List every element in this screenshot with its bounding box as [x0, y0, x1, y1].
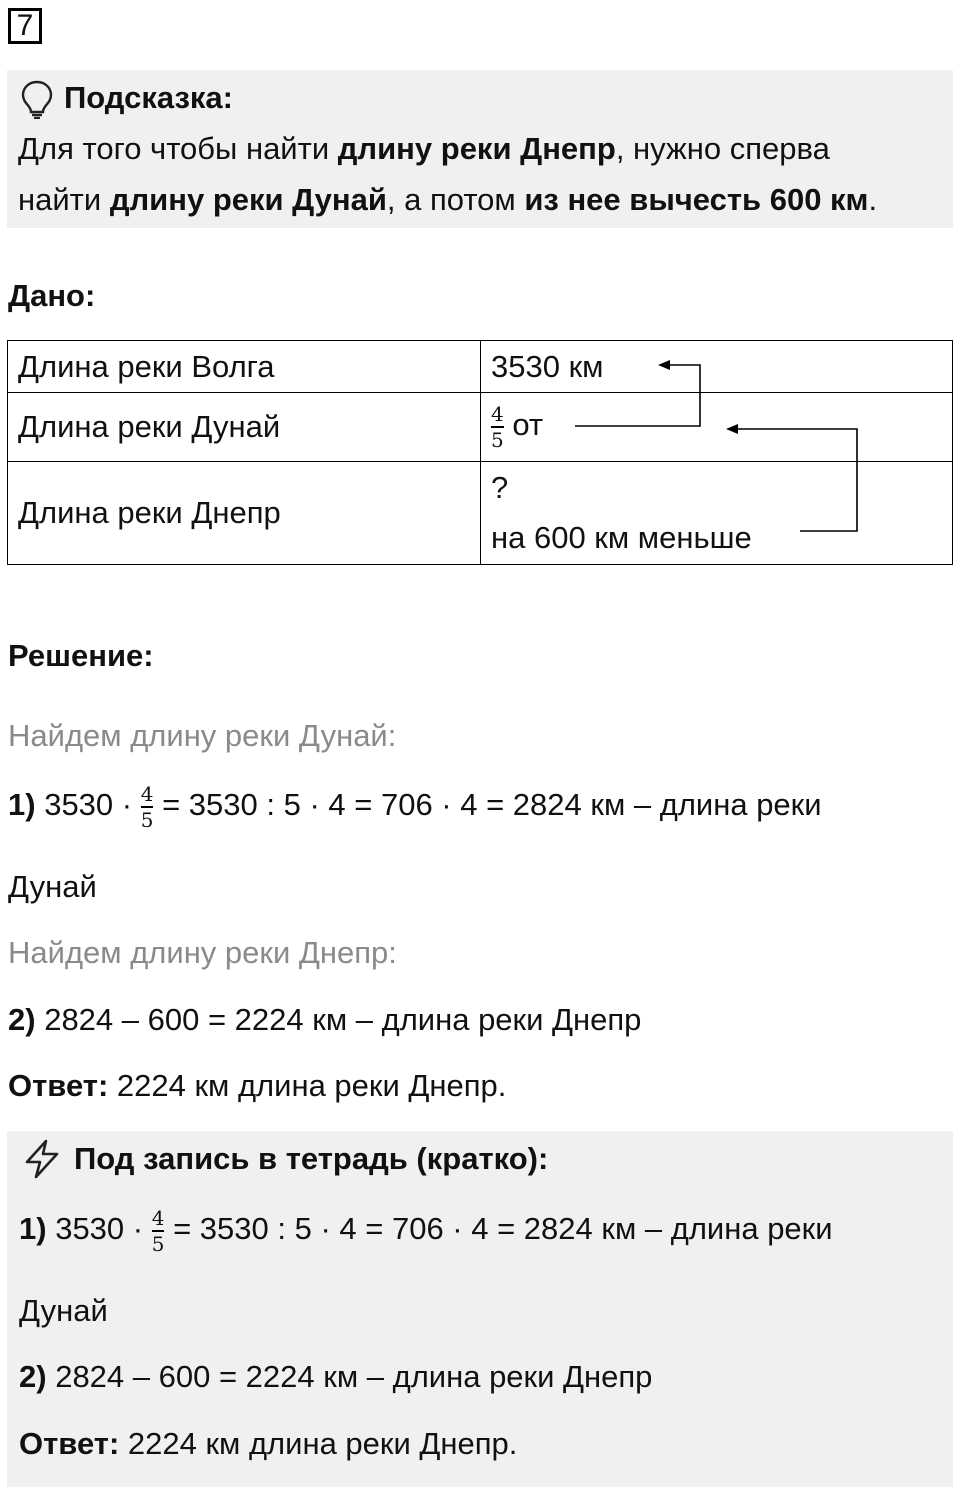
- given-title: Дано:: [8, 278, 96, 313]
- step2-line: 2) 2824 – 600 = 2224 км – длина реки Днепр: [8, 1002, 642, 1037]
- table-row: [8, 341, 953, 393]
- short-answer-line: Ответ: 2224 км длина реки Днепр.: [19, 1426, 518, 1461]
- short-step2-line: 2) 2824 – 600 = 2224 км – длина реки Днепр: [19, 1359, 653, 1394]
- given-label-volga: Длина реки Волга: [8, 341, 481, 393]
- given-table: [7, 340, 953, 565]
- table-row: [8, 462, 953, 565]
- lightning-icon: [20, 1137, 64, 1181]
- task-number: 7: [8, 8, 42, 44]
- given-label-danube: Длина реки Дунай: [8, 393, 481, 462]
- lightbulb-icon: [20, 79, 54, 119]
- short-step1-line: 1) 3530 · $\frac{4}{5}$ = 3530 : 5 · 4 = 706 · 4 = 2824 км – длина реки: [19, 1206, 833, 1256]
- step1-continuation: Дунай: [8, 869, 97, 904]
- step1-line: 1) 3530 · $\frac{4}{5}$ = 3530 : 5 · 4 = 706 · 4 = 2824 км – длина реки: [8, 782, 822, 832]
- fraction: $\frac{4}{5}$: [491, 402, 504, 452]
- solution-title: Решение:: [8, 638, 154, 673]
- table-row: [8, 393, 953, 462]
- given-value-danube: $\frac{4}{5}$ от: [481, 393, 953, 462]
- step1-intro: Найдем длину реки Дунай:: [8, 718, 397, 753]
- short-notes-title: Под запись в тетрадь (кратко):: [74, 1141, 549, 1176]
- step2-intro: Найдем длину реки Днепр:: [8, 935, 397, 970]
- answer-line: Ответ: 2224 км длина реки Днепр.: [8, 1068, 507, 1103]
- hint-text-line2: найти длину реки Дунай, а потом из нее вычесть 600 км.: [18, 182, 878, 217]
- given-value-dnieper: ? на 600 км меньше: [481, 462, 953, 565]
- short-step1-continuation: Дунай: [19, 1293, 108, 1328]
- given-value-volga: 3530 км: [481, 341, 953, 393]
- hint-text-line1: Для того чтобы найти длину реки Днепр, нужно сперва: [18, 131, 830, 166]
- given-label-dnieper: Длина реки Днепр: [8, 462, 481, 565]
- hint-title: Подсказка:: [64, 80, 233, 115]
- fraction: $\frac{4}{5}$: [151, 1206, 165, 1256]
- fraction: $\frac{4}{5}$: [140, 782, 154, 832]
